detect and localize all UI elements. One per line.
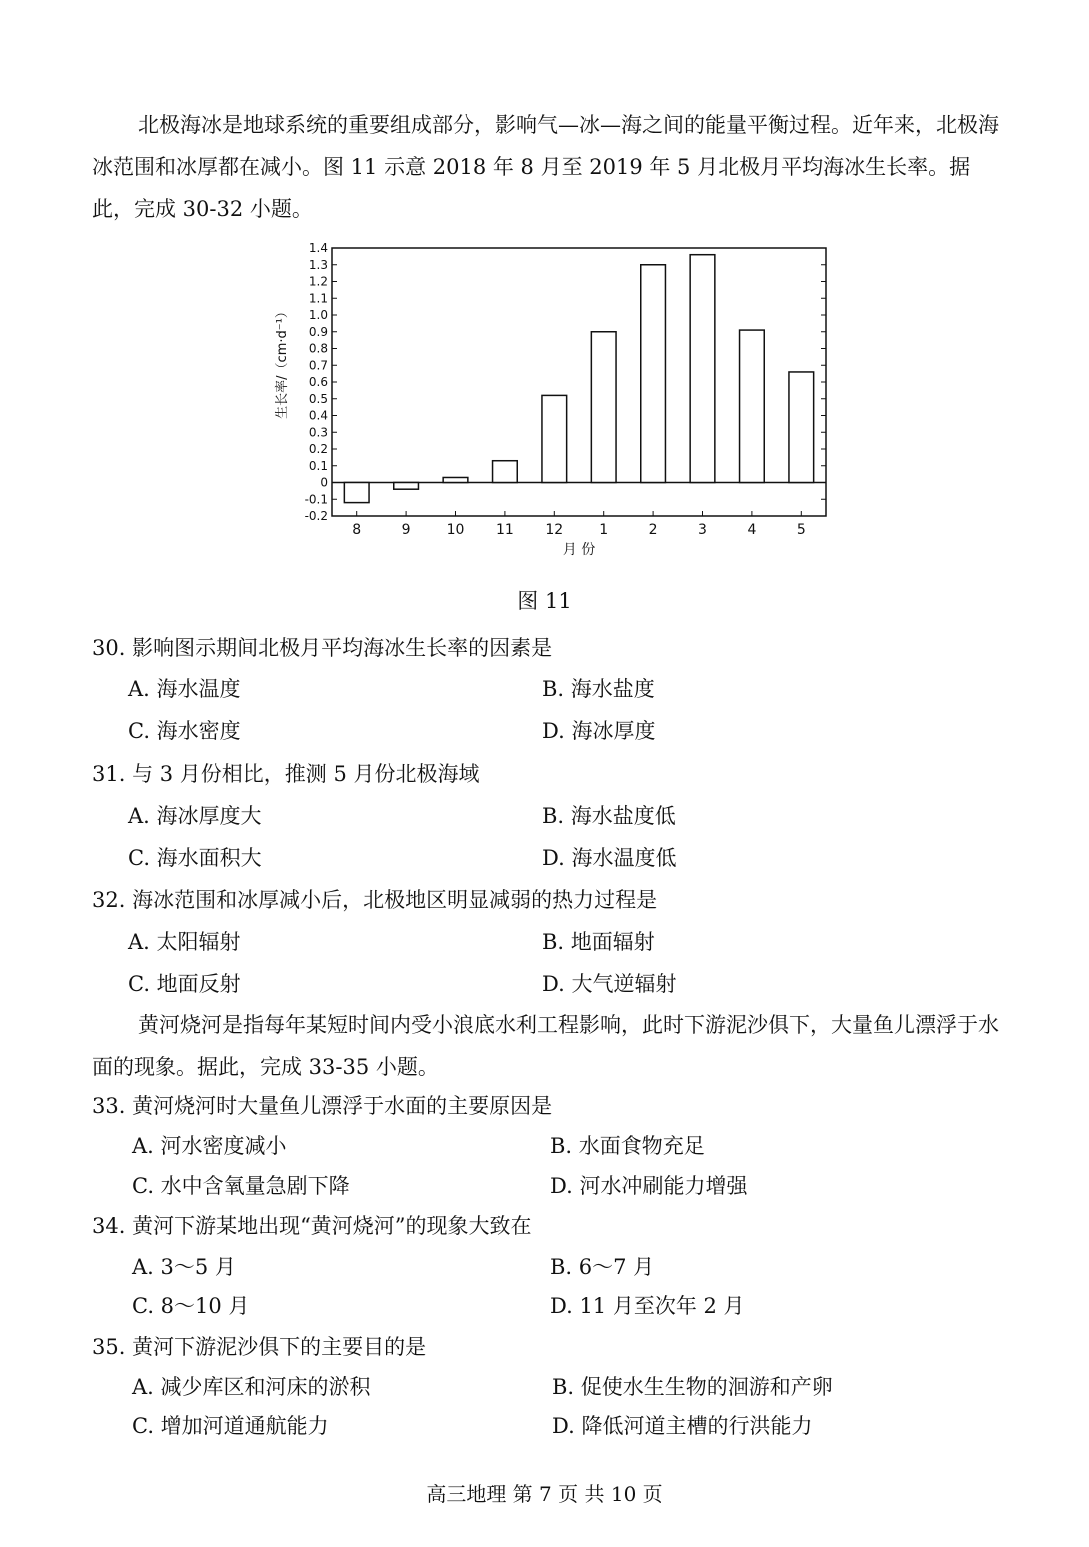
x-tick-label: 9 bbox=[401, 522, 411, 538]
y-tick-label: 0.7 bbox=[308, 358, 328, 373]
page-footer: 高三地理 第 7 页 共 10 页 bbox=[426, 1482, 663, 1506]
q31-option-a[interactable]: A. 海冰厚度大 bbox=[128, 804, 262, 828]
y-tick-label: 0.3 bbox=[308, 425, 328, 440]
question-32: 32. 海冰范围和冰厚减小后，北极地区明显减弱的热力过程是 bbox=[92, 888, 658, 912]
q33-option-b[interactable]: B. 水面食物充足 bbox=[550, 1134, 705, 1158]
q30-option-c[interactable]: C. 海水密度 bbox=[128, 719, 241, 743]
bar-3 bbox=[690, 255, 715, 483]
q32-option-d[interactable]: D. 大气逆辐射 bbox=[542, 972, 677, 996]
sea-ice-growth-chart bbox=[270, 236, 840, 566]
q32-option-b[interactable]: B. 地面辐射 bbox=[542, 930, 655, 954]
x-tick-label: 11 bbox=[495, 522, 514, 538]
bar-9 bbox=[394, 483, 419, 490]
figure-caption: 图 11 bbox=[517, 589, 572, 613]
q32-option-a[interactable]: A. 太阳辐射 bbox=[128, 930, 241, 954]
x-tick-label: 10 bbox=[446, 522, 465, 538]
question-35: 35. 黄河下游泥沙俱下的主要目的是 bbox=[92, 1335, 427, 1359]
y-tick-label: 0.8 bbox=[308, 341, 328, 356]
y-tick-label: 1.3 bbox=[308, 257, 328, 272]
q32-option-c[interactable]: C. 地面反射 bbox=[128, 972, 241, 996]
y-tick-label: -0.2 bbox=[304, 509, 328, 523]
bar-4 bbox=[740, 330, 765, 482]
y-tick-label: 0.5 bbox=[308, 391, 328, 406]
q30-option-b[interactable]: B. 海水盐度 bbox=[542, 677, 655, 701]
x-axis-label: 月 份 bbox=[562, 542, 596, 558]
q33-option-d[interactable]: D. 河水冲刷能力增强 bbox=[550, 1174, 748, 1198]
q34-option-b[interactable]: B. 6～7 月 bbox=[550, 1255, 655, 1279]
q35-option-b[interactable]: B. 促使水生生物的洄游和产卵 bbox=[552, 1375, 833, 1399]
y-tick-label: 1.1 bbox=[308, 291, 328, 306]
bar-12 bbox=[542, 395, 567, 482]
q35-option-a[interactable]: A. 减少库区和河床的淤积 bbox=[132, 1375, 371, 1399]
y-tick-label: 0.6 bbox=[308, 375, 328, 389]
bar-11 bbox=[493, 461, 518, 483]
y-tick-label: 0.1 bbox=[308, 458, 328, 473]
q34-option-a[interactable]: A. 3～5 月 bbox=[132, 1255, 236, 1279]
y-tick-label: 0.4 bbox=[308, 408, 328, 423]
question-30: 30. 影响图示期间北极月平均海冰生长率的因素是 bbox=[92, 636, 553, 660]
bar-2 bbox=[641, 265, 666, 483]
q35-option-c[interactable]: C. 增加河道通航能力 bbox=[132, 1414, 329, 1438]
q35-option-d[interactable]: D. 降低河道主槽的行洪能力 bbox=[552, 1414, 813, 1438]
q30-option-d[interactable]: D. 海冰厚度 bbox=[542, 719, 656, 743]
q31-option-b[interactable]: B. 海水盐度低 bbox=[542, 804, 676, 828]
y-tick-label: 0.9 bbox=[308, 324, 328, 339]
bar-10 bbox=[443, 477, 468, 482]
q31-option-c[interactable]: C. 海水面积大 bbox=[128, 846, 262, 870]
y-tick-label: -0.1 bbox=[304, 492, 328, 507]
q33-option-a[interactable]: A. 河水密度减小 bbox=[132, 1134, 287, 1158]
x-tick-label: 1 bbox=[599, 522, 609, 538]
q33-option-c[interactable]: C. 水中含氧量急剧下降 bbox=[132, 1174, 350, 1198]
x-tick-label: 12 bbox=[545, 522, 564, 538]
q31-option-d[interactable]: D. 海水温度低 bbox=[542, 846, 677, 870]
x-tick-label: 3 bbox=[698, 522, 707, 538]
chart-svg bbox=[270, 236, 840, 566]
question-31: 31. 与 3 月份相比，推测 5 月份北极海域 bbox=[92, 762, 480, 786]
bar-5 bbox=[789, 372, 814, 483]
bar-1 bbox=[591, 332, 616, 483]
q34-option-d[interactable]: D. 11 月至次年 2 月 bbox=[550, 1294, 745, 1318]
y-tick-label: 0.2 bbox=[308, 442, 328, 456]
y-tick-label: 1.0 bbox=[308, 308, 328, 322]
q30-option-a[interactable]: A. 海水温度 bbox=[128, 677, 241, 701]
bar-8 bbox=[344, 483, 369, 503]
x-tick-label: 8 bbox=[352, 522, 362, 538]
y-tick-label: 0 bbox=[320, 475, 328, 490]
intro-paragraph-2: 黄河烧河是指每年某短时间内受小浪底水利工程影响，此时下游泥沙俱下，大量鱼儿漂浮于水面的现象。据此，完成 33-35 小题。 bbox=[92, 1013, 999, 1079]
question-34: 34. 黄河下游某地出现“黄河烧河”的现象大致在 bbox=[92, 1214, 532, 1238]
q34-option-c[interactable]: C. 8～10 月 bbox=[132, 1294, 250, 1318]
x-tick-label: 5 bbox=[796, 522, 806, 538]
intro-paragraph-1: 北极海冰是地球系统的重要组成部分，影响气—冰—海之间的能量平衡过程。近年来，北极海冰范围和冰厚都在减小。图 11 示意 2018 年 8 月至 2019 年 5 月北极月平均海冰生长率。据此，完成 30-32 小题。 bbox=[92, 113, 999, 221]
x-tick-label: 2 bbox=[648, 522, 658, 538]
y-axis-label: 生长率/（cm·d⁻¹） bbox=[275, 305, 290, 419]
x-tick-label: 4 bbox=[747, 522, 757, 538]
question-33: 33. 黄河烧河时大量鱼儿漂浮于水面的主要原因是 bbox=[92, 1094, 553, 1118]
y-tick-label: 1.4 bbox=[308, 241, 328, 255]
y-tick-label: 1.2 bbox=[308, 274, 328, 289]
